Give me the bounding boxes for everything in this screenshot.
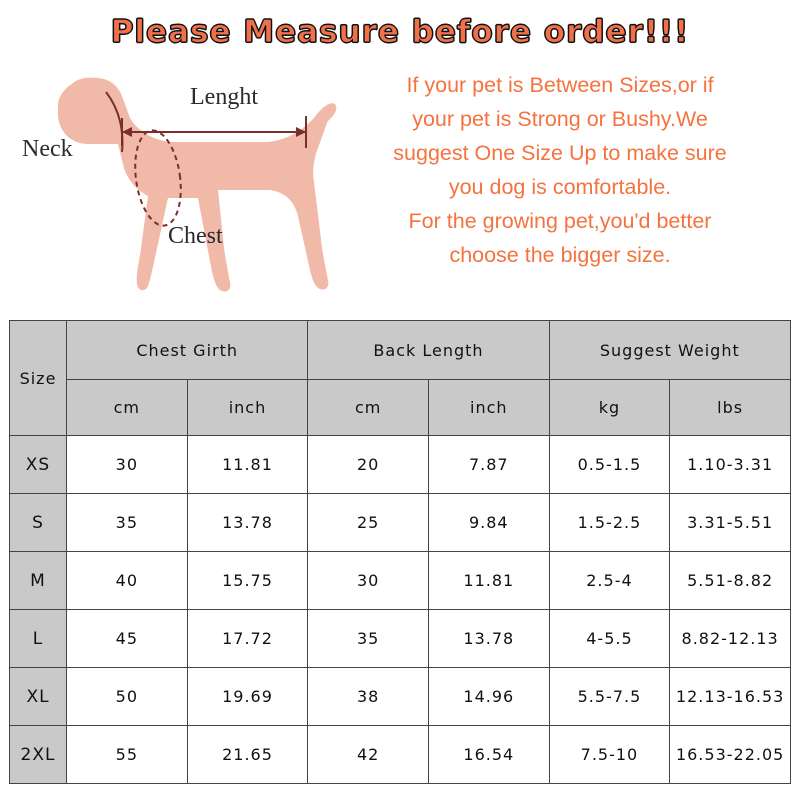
header-suggest-weight: Suggest Weight — [549, 321, 790, 380]
cell-chest-inch: 21.65 — [187, 726, 308, 784]
cell-chest-cm: 30 — [67, 436, 188, 494]
cell-chest-inch: 15.75 — [187, 552, 308, 610]
cell-weight-kg: 5.5-7.5 — [549, 668, 670, 726]
table-row — [10, 494, 791, 552]
subheader-back-inch: inch — [428, 380, 549, 436]
diagram-label-neck: Neck — [22, 136, 73, 162]
cell-chest-cm: 45 — [67, 610, 188, 668]
sizing-note-line: your pet is Strong or Bushy.We — [412, 107, 708, 131]
cell-size: M — [10, 552, 67, 610]
cell-chest-inch: 11.81 — [187, 436, 308, 494]
cell-back-inch: 14.96 — [428, 668, 549, 726]
sizing-note-line: you dog is comfortable. — [448, 175, 672, 199]
size-chart-table — [9, 320, 791, 784]
cell-chest-cm: 40 — [67, 552, 188, 610]
cell-size: S — [10, 494, 67, 552]
table-row — [10, 610, 791, 668]
cell-weight-lbs: 3.31-5.51 — [670, 494, 791, 552]
cell-back-cm: 30 — [308, 552, 429, 610]
cell-back-cm: 38 — [308, 668, 429, 726]
subheader-chest-inch: inch — [187, 380, 308, 436]
cell-weight-kg: 1.5-2.5 — [549, 494, 670, 552]
diagram-label-chest: Chest — [168, 223, 223, 249]
cell-back-cm: 35 — [308, 610, 429, 668]
cell-back-inch: 7.87 — [428, 436, 549, 494]
cell-size: XL — [10, 668, 67, 726]
cell-chest-inch: 13.78 — [187, 494, 308, 552]
table-row — [10, 552, 791, 610]
header-size: Size — [10, 321, 67, 436]
table-group-header-row — [10, 321, 791, 380]
cell-chest-inch: 19.69 — [187, 668, 308, 726]
cell-weight-lbs: 5.51-8.82 — [670, 552, 791, 610]
cell-back-inch: 16.54 — [428, 726, 549, 784]
cell-chest-inch: 17.72 — [187, 610, 308, 668]
cell-back-cm: 25 — [308, 494, 429, 552]
cell-weight-kg: 0.5-1.5 — [549, 436, 670, 494]
dog-measurement-diagram — [18, 48, 338, 313]
cell-weight-lbs: 12.13-16.53 — [670, 668, 791, 726]
subheader-chest-cm: cm — [67, 380, 188, 436]
cell-back-inch: 13.78 — [428, 610, 549, 668]
cell-back-inch: 11.81 — [428, 552, 549, 610]
cell-chest-cm: 55 — [67, 726, 188, 784]
table-body — [10, 436, 791, 784]
table-row — [10, 436, 791, 494]
subheader-back-cm: cm — [308, 380, 429, 436]
sizing-note-line: choose the bigger size. — [449, 243, 671, 267]
cell-back-cm: 42 — [308, 726, 429, 784]
table-row — [10, 668, 791, 726]
table-head — [10, 321, 791, 436]
cell-weight-lbs: 8.82-12.13 — [670, 610, 791, 668]
diagram-label-length: Lenght — [190, 84, 258, 110]
subheader-weight-kg: kg — [549, 380, 670, 436]
cell-chest-cm: 35 — [67, 494, 188, 552]
cell-weight-lbs: 1.10-3.31 — [670, 436, 791, 494]
table-row — [10, 726, 791, 784]
sizing-note-line: For the growing pet,you'd better — [408, 209, 712, 233]
page-title: Please Measure before order!!! — [110, 14, 690, 50]
cell-back-inch: 9.84 — [428, 494, 549, 552]
cell-size: L — [10, 610, 67, 668]
cell-chest-cm: 50 — [67, 668, 188, 726]
cell-size: XS — [10, 436, 67, 494]
cell-weight-lbs: 16.53-22.05 — [670, 726, 791, 784]
subheader-weight-lbs: lbs — [670, 380, 791, 436]
sizing-note-line: suggest One Size Up to make sure — [393, 141, 727, 165]
cell-weight-kg: 7.5-10 — [549, 726, 670, 784]
cell-weight-kg: 4-5.5 — [549, 610, 670, 668]
sizing-note — [330, 68, 790, 272]
dog-silhouette-icon — [18, 48, 338, 313]
header-chest-girth: Chest Girth — [67, 321, 308, 380]
header-back-length: Back Length — [308, 321, 549, 380]
table-sub-header-row — [10, 380, 791, 436]
cell-size: 2XL — [10, 726, 67, 784]
sizing-note-line: If your pet is Between Sizes,or if — [406, 73, 714, 97]
cell-back-cm: 20 — [308, 436, 429, 494]
cell-weight-kg: 2.5-4 — [549, 552, 670, 610]
